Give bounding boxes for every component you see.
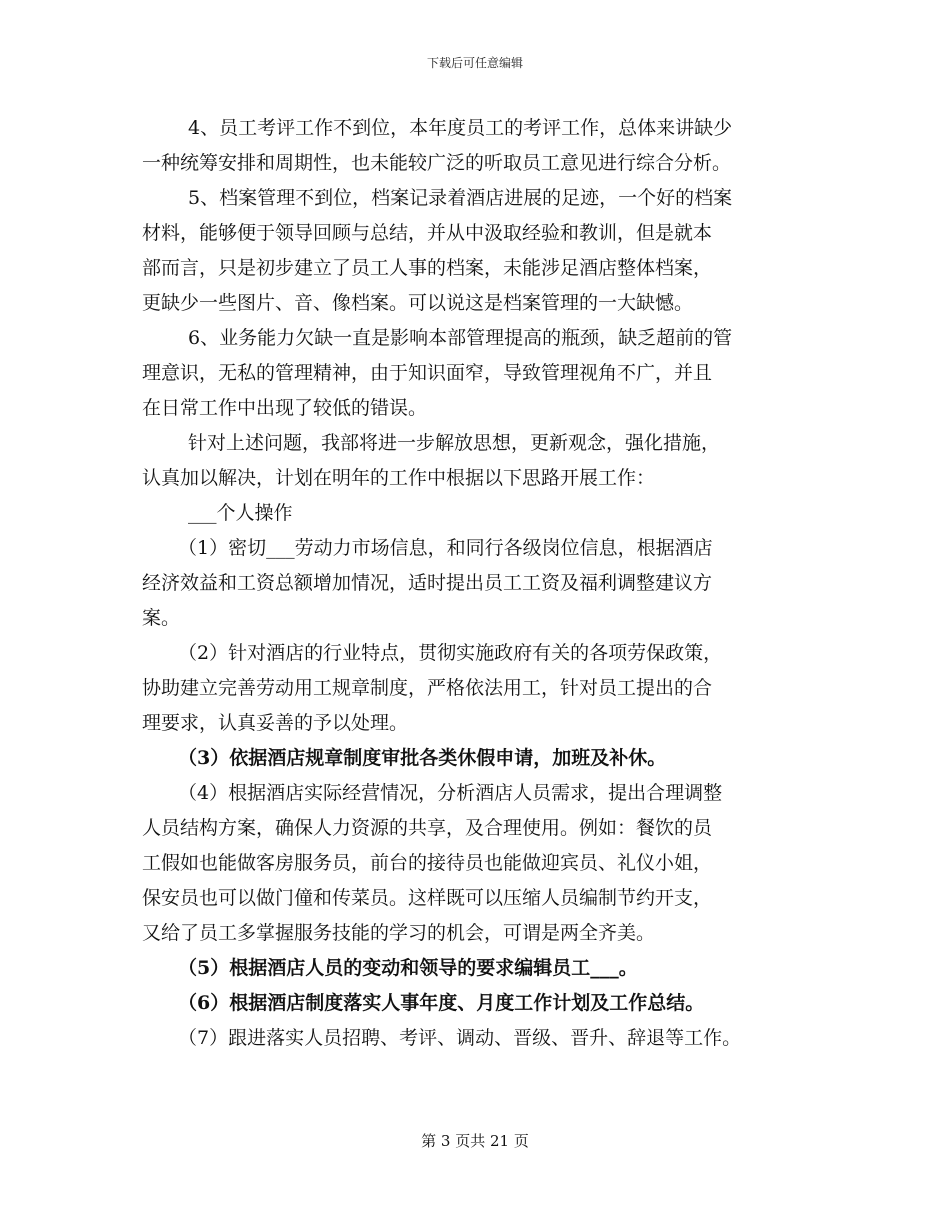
paragraph: [142, 496, 832, 531]
paragraph-line: 4、员工考评工作不到位，本年度员工的考评工作，总体来讲缺少: [188, 117, 733, 139]
paragraph-line: 人员结构方案，确保人力资源的共享，及合理使用。例如：餐饮的员: [142, 817, 713, 839]
paragraph-line: 针对上述问题，我部将进一步解放思想，更新观念，强化措施，: [188, 432, 721, 454]
paragraph-line: 5、档案管理不到位，档案记录着酒店进展的足迹，一个好的档案: [188, 187, 733, 209]
document-body: [142, 111, 832, 1056]
paragraph: [142, 776, 832, 951]
paragraph: [142, 986, 832, 1021]
paragraph-line: 6、业务能力欠缺一直是影响本部管理提高的瓶颈，缺乏超前的管: [188, 327, 733, 349]
paragraph-line: 经济效益和工资总额增加情况，适时提出员工工资及福利调整建议方: [142, 572, 713, 594]
paragraph-line: 案。: [142, 607, 181, 629]
paragraph: [142, 636, 832, 741]
paragraph: [142, 531, 832, 636]
paragraph: [142, 426, 832, 496]
paragraph: [142, 741, 832, 776]
paragraph-line: 工假如也能做客房服务员，前台的接待员也能做迎宾员、礼仪小姐，: [142, 852, 713, 874]
paragraph-line: （2）针对酒店的行业特点，贯彻实施政府有关的各项劳保政策，: [178, 642, 723, 664]
paragraph-line: （4）根据酒店实际经营情况，分析酒店人员需求，提出合理调整: [178, 782, 723, 804]
paragraph-line: 一种统筹安排和周期性，也未能较广泛的听取员工意见进行综合分析。: [142, 152, 732, 174]
paragraph-line: 部而言，只是初步建立了员工人事的档案，未能涉足酒店整体档案，: [142, 257, 713, 279]
paragraph-line: （7）跟进落实人员招聘、考评、调动、晋级、晋升、辞退等工作。: [178, 1027, 742, 1049]
paragraph: [142, 321, 832, 426]
paragraph-line: 理意识，无私的管理精神，由于知识面窄，导致管理视角不广，并且: [142, 362, 713, 384]
page-header: 下载后可任意编辑: [426, 56, 523, 70]
paragraph: [142, 1021, 832, 1056]
paragraph-line: 协助建立完善劳动用工规章制度，严格依法用工，针对员工提出的合: [142, 677, 713, 699]
paragraph-line: 在日常工作中出现了较低的错误。: [142, 397, 428, 419]
paragraph-line: ___个人操作: [188, 502, 293, 524]
paragraph: [142, 951, 832, 986]
paragraph: [142, 181, 832, 321]
paragraph-line: （1）密切___劳动力市场信息，和同行各级岗位信息，根据酒店: [178, 537, 713, 559]
paragraph-line: 理要求，认真妥善的予以处理。: [142, 712, 409, 734]
paragraph-line: 更缺少一些图片、音、像档案。可以说这是档案管理的一大缺憾。: [142, 292, 694, 314]
paragraph-line: 认真加以解决，计划在明年的工作中根据以下思路开展工作：: [142, 467, 656, 489]
paragraph-line: 保安员也可以做门僮和传菜员。这样既可以压缩人员编制节约开支，: [142, 887, 713, 909]
page-footer: 第 3 页共 21 页: [421, 1132, 529, 1150]
paragraph-line: 又给了员工多掌握服务技能的学习的机会，可谓是两全齐美。: [142, 922, 656, 944]
paragraph: [142, 111, 832, 181]
paragraph-line: （6）根据酒店制度落实人事年度、月度工作计划及工作总结。: [178, 992, 705, 1014]
paragraph-line: （5）根据酒店人员的变动和领导的要求编辑员工___。: [178, 957, 638, 979]
paragraph-line: （3）依据酒店规章制度审批各类休假申请，加班及补休。: [178, 747, 667, 769]
paragraph-line: 材料，能够便于领导回顾与总结，并从中汲取经验和教训，但是就本: [142, 222, 713, 244]
